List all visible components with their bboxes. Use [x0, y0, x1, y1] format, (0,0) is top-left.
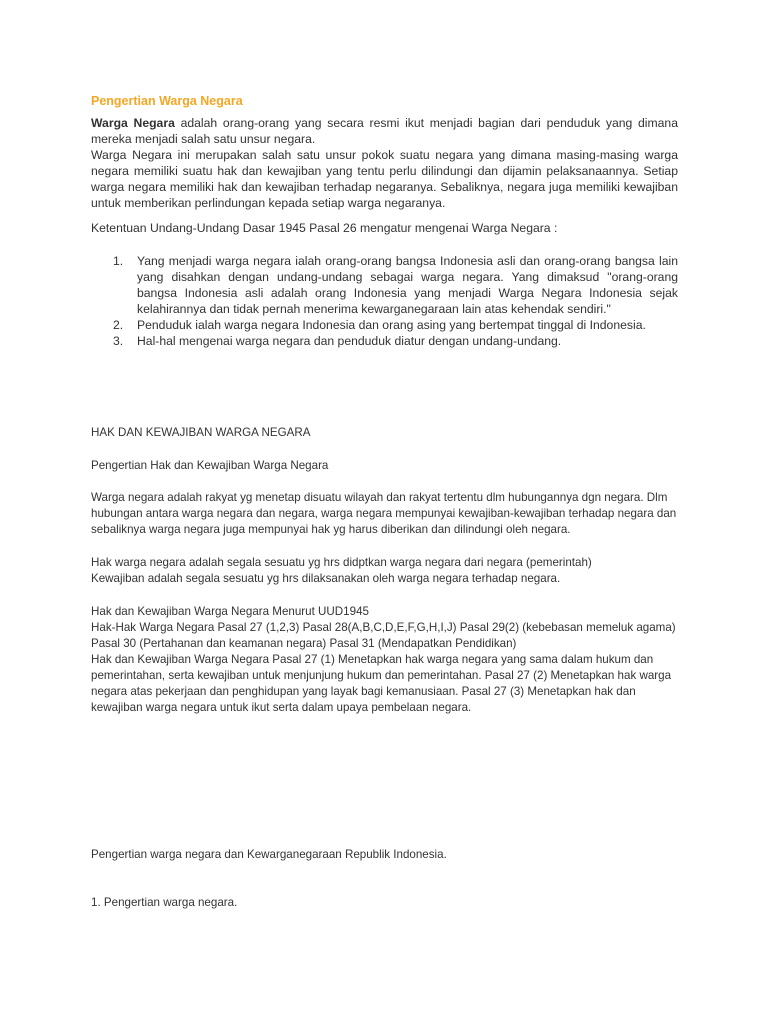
list-item: [91, 333, 678, 349]
list-text: Penduduk ialah warga negara Indonesia dan orang asing yang bertempat tinggal di Indonesia.: [137, 318, 646, 332]
intro-paragraph: [91, 115, 678, 147]
list-text: Yang menjadi warga negara ialah orang-orang bangsa Indonesia asli dan orang-orang bangsa lain yang disahkan dengan undang-undang sebagai warga negara. Yang dimaksud "orang-orang bangsa Indonesia asli adalah orang Indonesia yang menjadi Warga Negara Indonesia sejak kelahirannya dan tidak pernah menerima kewarganegaraan lain atas kehendak sendiri.": [137, 254, 678, 316]
list-text: Hal-hal mengenai warga negara dan penduduk diatur dengan undang-undang.: [137, 334, 562, 348]
list-item: [91, 253, 678, 317]
list-number: 3.: [113, 334, 124, 348]
paragraph-kewajiban-definition: Kewajiban adalah segala sesuatu yg hrs dilaksanakan oleh warga negara terhadap negara.: [91, 572, 561, 585]
paragraph-hak-definition: Hak warga negara adalah segala sesuatu yg hrs didptkan warga negara dari negara (pemerintah): [91, 556, 592, 569]
item-pengertian-warga-negara: 1. Pengertian warga negara.: [91, 896, 238, 909]
section-title-pengertian: Pengertian Warga Negara: [91, 94, 243, 108]
uud1945-pasal27-paragraph: Hak dan Kewajiban Warga Negara Pasal 27 (1) Menetapkan hak warga negara yang sama dalam hukum dan pemerintahan, serta kewajiban untuk menjunjung hukum dan pemerintahan. Pasal 27 (2) Menetapkan hak warga negara atas pekerjaan dan penghidupan yang layak bagi kemanusiaan. Pasal 27 (3) Menetapkan hak dan kewajiban warga negara untuk ikut serta dalam upaya pembelaan negara.: [91, 653, 672, 714]
list-item: [91, 317, 678, 333]
uud1945-hak-list: Hak-Hak Warga Negara Pasal 27 (1,2,3) Pasal 28(A,B,C,D,E,F,G,H,I,J) Pasal 29(2) (kebebasan memeluk agama) Pasal 30 (Pertahanan dan keamanan negara) Pasal 31 (Mendapatkan Pendidikan): [91, 621, 676, 650]
paragraph-warga-negara-rakyat: Warga negara adalah rakyat yg menetap disuatu wilayah dan rakyat tertentu dlm hubungannya dgn negara. Dlm hubungan antara warga negara dan negara, warga negara mempunyai kewajiban-kewajiban terhadap negara dan sebaliknya warga negara juga mempunyai hak yg harus diberikan dan dilindungi oleh negara.: [91, 491, 677, 536]
ketentuan-uud-text: Ketentuan Undang-Undang Dasar 1945 Pasal 26 mengatur mengenai Warga Negara :: [91, 221, 558, 235]
section-title-kewarganegaraan: Pengertian warga negara dan Kewarganegaraan Republik Indonesia.: [91, 848, 447, 861]
uud1945-title: Hak dan Kewajiban Warga Negara Menurut UUD1945: [91, 605, 369, 618]
intro-text: adalah orang-orang yang secara resmi ikut menjadi bagian dari penduduk yang dimana mereka menjadi salah satu unsur negara.: [91, 116, 678, 146]
list-number: 1.: [113, 254, 124, 268]
section-title-hak-kewajiban: HAK DAN KEWAJIBAN WARGA NEGARA: [91, 426, 311, 439]
subtitle-pengertian-hak: Pengertian Hak dan Kewajiban Warga Negara: [91, 459, 329, 472]
list-number: 2.: [113, 318, 124, 332]
paragraph-unsur-pokok: Warga Negara ini merupakan salah satu unsur pokok suatu negara yang dimana masing-masing warga negara memiliki suatu hak dan kewajiban yang tentu perlu dilindungi dan dijamin pelaksanaannya. Setiap warga negara memiliki hak dan kewajiban terhadap negaranya. Sebaliknya, negara juga memiliki kewajiban untuk memberikan perlindungan kepada setiap warga negaranya.: [91, 148, 678, 210]
pasal-26-list: [91, 253, 678, 349]
intro-bold-term: Warga Negara: [91, 116, 175, 130]
